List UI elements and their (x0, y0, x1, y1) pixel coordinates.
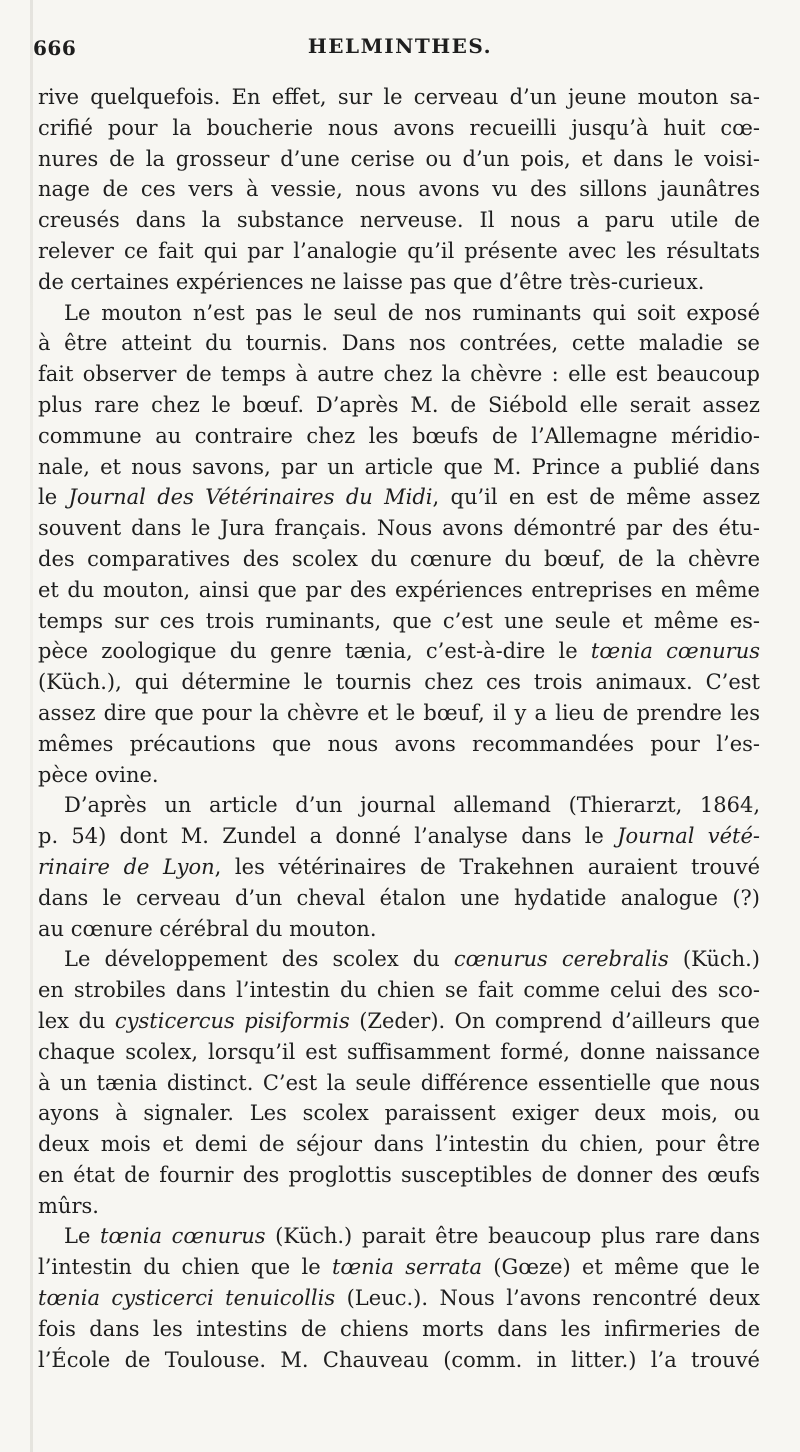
text-line (38, 852, 760, 883)
text-line (38, 1283, 760, 1314)
italic-term: tœnia cœnurus (100, 1224, 266, 1249)
text-line (38, 944, 760, 975)
body-text (38, 82, 760, 1375)
text-line (38, 1221, 760, 1252)
italic-term: cysticercus pisiformis (114, 1008, 350, 1033)
text-line-part: (Leuc.). Nous l’avons rencontré deux (335, 1286, 760, 1311)
text-line-part: l’intestin du chien que le (38, 1255, 332, 1280)
text-line-part: (Küch.) parait être beaucoup plus rare dans (265, 1224, 760, 1249)
text-line: rive quelquefois. En effet, sur le cerveau d’un jeune mouton sa- (38, 85, 760, 109)
text-line: fois dans les intestins de chiens morts dans les infirmeries de (38, 1316, 760, 1341)
text-line: au cœnure cérébral du mouton. (38, 916, 377, 941)
text-line-part: pèce zoologique du genre tænia, c’est-à-dire le (38, 639, 591, 664)
text-line: commune au contraire chez les bœufs de l’Allemagne méridio- (38, 423, 760, 448)
text-line: fait observer de temps à autre chez la chèvre : elle est beaucoup (38, 362, 760, 387)
italic-term: rinaire de Lyon (38, 854, 215, 879)
italic-term: Journal vété- (617, 824, 760, 849)
text-line-part: (Zeder). On comprend d’ailleurs que (349, 1008, 760, 1033)
text-line: et du mouton, ainsi que par des expériences entreprises en même (38, 577, 760, 602)
text-line (38, 1252, 760, 1283)
italic-term: tœnia cœnurus (590, 639, 760, 664)
text-line: en état de fournir des proglottis susceptibles de donner des œufs (38, 1162, 760, 1187)
text-line-part: lex du (38, 1008, 115, 1033)
text-line-part: (Gœze) et même que le (481, 1255, 760, 1280)
text-line (38, 636, 760, 667)
text-line: temps sur ces trois ruminants, que c’est une seule et même es- (38, 608, 760, 633)
text-line-part: p. 54) dont M. Zundel a donné l’analyse dans le (38, 824, 618, 849)
text-line: mûrs. (38, 1193, 99, 1218)
italic-term: cœnurus cerebralis (453, 947, 669, 972)
running-head: HELMINTHES. (307, 34, 493, 58)
text-line: chaque scolex, lorsqu’il est suffisamment formé, donne naissance (38, 1039, 760, 1064)
text-line (38, 482, 760, 513)
text-line: de certaines expériences ne laisse pas que d’être très-curieux. (38, 269, 705, 294)
text-line-part: , qu’il en est de même assez (432, 485, 760, 510)
text-line: mêmes précautions que nous avons recommandées pour l’es- (38, 731, 760, 756)
text-line: nale, et nous savons, par un article que M. Prince a publié dans (38, 454, 760, 479)
text-line: Le mouton n’est pas le seul de nos ruminants qui soit exposé (64, 300, 760, 325)
text-line: crifié pour la boucherie nous avons recueilli jusqu’à huit cœ- (38, 115, 760, 140)
page-number: 666 (33, 36, 77, 60)
text-line: à un tænia distinct. C’est la seule différence essentielle que nous (38, 1070, 760, 1095)
text-line: nage de ces vers à vessie, nous avons vu des sillons jaunâtres (38, 177, 760, 202)
text-line-part: Le (64, 1224, 100, 1249)
text-line: ayons à signaler. Les scolex paraissent exiger deux mois, ou (38, 1101, 760, 1126)
text-line-part: le (38, 485, 69, 510)
italic-term: tœnia serrata (331, 1255, 482, 1280)
text-line: (Küch.), qui détermine le tournis chez ces trois animaux. C’est (38, 670, 760, 695)
text-line: des comparatives des scolex du cœnure du bœuf, de la chèvre (38, 546, 760, 571)
text-line: deux mois et demi de séjour dans l’intestin du chien, pour être (38, 1132, 760, 1157)
text-line: à être atteint du tournis. Dans nos contrées, cette maladie se (38, 331, 760, 356)
text-line (38, 821, 760, 852)
text-line: en strobiles dans l’intestin du chien se fait comme celui des sco- (38, 978, 760, 1003)
text-line: D’après un article d’un journal allemand (Thierarzt, 1864, (64, 793, 760, 818)
italic-term: Journal des Vétérinaires du Midi (68, 485, 433, 510)
text-line: plus rare chez le bœuf. D’après M. de Siébold elle serait assez (38, 392, 760, 417)
text-line: relever ce fait qui par l’analogie qu’il présente avec les résultats (38, 238, 760, 263)
text-line-part: Le développement des scolex du (64, 947, 454, 972)
text-line: dans le cerveau d’un cheval étalon une hydatide analogue (?) (38, 885, 760, 910)
text-line: souvent dans le Jura français. Nous avons démontré par des étu- (38, 516, 760, 541)
text-line-part: (Küch.) (668, 947, 760, 972)
text-line: assez dire que pour la chèvre et le bœuf, il y a lieu de prendre les (38, 700, 760, 725)
text-line: l’École de Toulouse. M. Chauveau (comm. in litter.) l’a trouvé (38, 1347, 760, 1372)
text-line: creusés dans la substance nerveuse. Il nous a paru utile de (38, 208, 760, 233)
text-line (38, 1006, 760, 1037)
text-line: pèce ovine. (38, 762, 159, 787)
text-line: nures de la grosseur d’une cerise ou d’un pois, et dans le voisi- (38, 146, 760, 171)
italic-term: tœnia cysticerci tenuicollis (38, 1286, 336, 1311)
text-line-part: , les vétérinaires de Trakehnen auraient trouvé (214, 854, 760, 879)
